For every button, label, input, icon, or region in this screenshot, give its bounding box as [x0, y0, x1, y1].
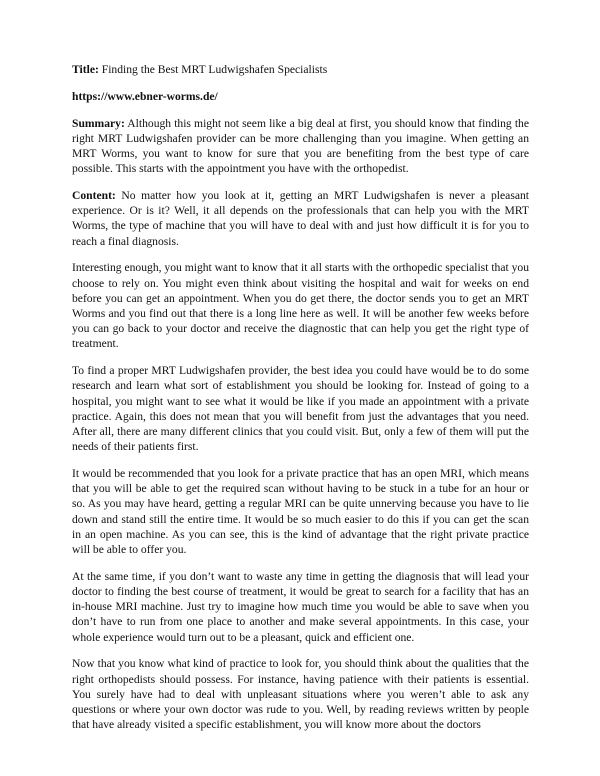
body-paragraph-3: It would be recommended that you look for a private practice that has an open MRI, which means that you will be able to get the required scan without having to be stuck in a tube for an hour or so. As you may have heard, getting a regular MRI can be quite unnerving because you have to lie down and stand still the entire time. It would be so much easier to do this if you can get the scan in an open machine. As you can see, this is the kind of advantage that the right private practice will be able to offer you. — [72, 467, 529, 557]
title-label: Title: — [72, 63, 99, 76]
body-paragraph-5: Now that you know what kind of practice to look for, you should think about the qualities that the right orthopedists should possess. For instance, having patience with their patients is essential. You surely have had to deal with unpleasant situations where you weren’t able to ask any questions or where your own doctor was rude to you. Well, by reading reviews written by people that have already visited a specific establishment, you will know more about the doctors — [72, 657, 529, 732]
body-paragraph-4: At the same time, if you don’t want to waste any time in getting the diagnosis that will lead your doctor to finding the best course of treatment, it would be great to search for a facility that has an in-house MRI machine. Just try to imagine how much time you would be able to save when you don’t have to run from one place to another and make several appointments. In this case, your whole experience would turn out to be a pleasant, quick and efficient one. — [72, 569, 529, 644]
content-text: No matter how you look at it, getting an MRT Ludwigshafen is never a pleasant experience. Or is it? Well, it all depends on the professionals that can help you with the MRT Worms, the type of machine that you will have to deal with and just how difficult it is for you to reach a final diagnosis. — [72, 189, 529, 248]
summary-paragraph — [72, 116, 529, 177]
content-label: Content: — [72, 189, 116, 202]
summary-text: Although this might not seem like a big deal at first, you should know that finding the right MRT Ludwigshafen provider can be more challenging than you imagine. When getting an MRT Worms, you want to know for sure that you are benefiting from the best type of care possible. This starts with the appointment you have with the orthopedist. — [72, 116, 529, 176]
content-paragraph — [72, 188, 529, 249]
document-page — [72, 62, 529, 744]
title-line — [72, 62, 529, 77]
summary-label: Summary: — [72, 116, 125, 130]
body-paragraph-2: To find a proper MRT Ludwigshafen provider, the best idea you could have would be to do some research and learn what sort of establishment you should be looking for. Instead of going to a hospital, you might want to see what it would be like if you made an appointment with a private practice. Again, this does not mean that you will benefit from just the advantages that you need. After all, there are many different clinics that you could visit. But, only a few of them will put the needs of their patients first. — [72, 364, 529, 454]
title-text: Finding the Best MRT Ludwigshafen Specialists — [98, 63, 328, 76]
source-url-link[interactable]: https://www.ebner-worms.de/ — [72, 89, 218, 103]
body-paragraph-1: Interesting enough, you might want to know that it all starts with the orthopedic specialist that you choose to rely on. You might even think about visiting the hospital and wait for weeks on end before you can get an appointment. When you do get there, the doctor sends you to get an MRT Worms and you find out that there is a long line here as well. It will be another few weeks before you can go back to your doctor and receive the diagnostic that can help you get the right type of treatment. — [72, 261, 529, 351]
url-line[interactable] — [72, 89, 529, 104]
